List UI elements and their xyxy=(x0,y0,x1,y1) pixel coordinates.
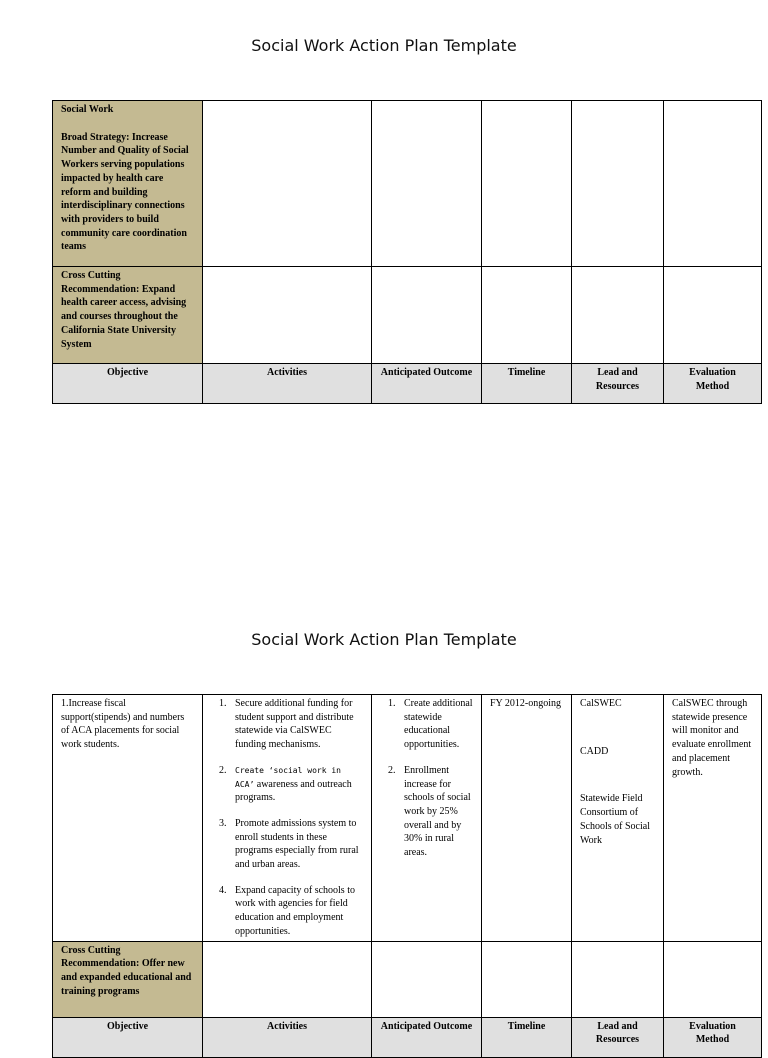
empty-cell xyxy=(482,941,572,1017)
header-row xyxy=(53,1017,762,1057)
empty-cell xyxy=(372,267,482,364)
list-item: 1. Secure additional funding for student support and distribute statewide via CalSWEC funding mechanisms. xyxy=(229,697,363,752)
strategy-cell xyxy=(53,101,203,267)
header-row xyxy=(53,364,762,404)
column-header: Objective xyxy=(53,1017,203,1057)
list-item: 3. Promote admissions system to enroll students in these programs especially from rural and urban areas. xyxy=(229,817,363,872)
lead-cell xyxy=(572,695,664,942)
empty-cell xyxy=(203,101,372,267)
column-header: Lead and Resources xyxy=(572,1017,664,1057)
list-item: 2. Enrollment increase for schools of social work by 25% overall and by 30% in rural areas. xyxy=(398,764,473,860)
empty-cell xyxy=(664,101,762,267)
activities-cell xyxy=(203,695,372,942)
timeline-cell: FY 2012-ongoing xyxy=(482,695,572,942)
empty-cell xyxy=(572,267,664,364)
objective-cell: 1.Increase fiscal support(stipends) and numbers of ACA placements for social work students. xyxy=(53,695,203,942)
evaluation-cell: CalSWEC through statewide presence will monitor and evaluate enrollment and placement growth. xyxy=(664,695,762,942)
table-row xyxy=(53,101,762,267)
table-row xyxy=(53,267,762,364)
empty-cell xyxy=(203,941,372,1017)
action-plan-table xyxy=(52,100,762,404)
column-header: Lead and Resources xyxy=(572,364,664,404)
page-title: Social Work Action Plan Template xyxy=(251,630,517,649)
lead-item: CalSWEC xyxy=(580,698,622,709)
column-header: Anticipated Outcome xyxy=(372,1017,482,1057)
activities-list xyxy=(211,697,363,939)
empty-cell xyxy=(572,941,664,1017)
column-header: Activities xyxy=(203,364,372,404)
lead-item: CADD xyxy=(580,745,609,757)
empty-cell xyxy=(482,267,572,364)
list-item: 2. Create ‘social work in ACA’ awareness and outreach programs. xyxy=(229,764,363,805)
column-header: Objective xyxy=(53,364,203,404)
list-item: 4. Expand capacity of schools to work with agencies for field education and employment opportunities. xyxy=(229,884,363,939)
section-title: Social Work xyxy=(61,104,114,115)
activity-emphasis: Create ‘social work in ACA’ xyxy=(235,765,341,789)
empty-cell xyxy=(664,941,762,1017)
empty-cell xyxy=(664,267,762,364)
page-title: Social Work Action Plan Template xyxy=(251,36,517,55)
empty-cell xyxy=(572,101,664,267)
broad-strategy-text: Broad Strategy: Increase Number and Quality of Social Workers serving populations impacted by health care reform and building interdisciplinary connections with providers to build community care coordination teams xyxy=(61,131,189,253)
action-plan-table xyxy=(52,694,762,1058)
outcome-cell xyxy=(372,695,482,942)
table-row xyxy=(53,941,762,1017)
empty-cell xyxy=(372,941,482,1017)
lead-item: Statewide Field Consortium of Schools of Social Work xyxy=(580,793,650,846)
cross-cutting-cell: Cross Cutting Recommendation: Offer new and expanded educational and training programs xyxy=(53,941,203,1017)
column-header: Evaluation Method xyxy=(664,364,762,404)
column-header: Evaluation Method xyxy=(664,1017,762,1057)
outcomes-list xyxy=(380,697,473,860)
column-header: Activities xyxy=(203,1017,372,1057)
empty-cell xyxy=(372,101,482,267)
column-header: Timeline xyxy=(482,364,572,404)
empty-cell xyxy=(203,267,372,364)
empty-cell xyxy=(482,101,572,267)
column-header: Timeline xyxy=(482,1017,572,1057)
column-header: Anticipated Outcome xyxy=(372,364,482,404)
list-item: 1. Create additional statewide educational opportunities. xyxy=(398,697,473,752)
cross-cutting-cell: Cross Cutting Recommendation: Expand health career access, advising and courses throughout the California State University System xyxy=(53,267,203,364)
table-row xyxy=(53,695,762,942)
